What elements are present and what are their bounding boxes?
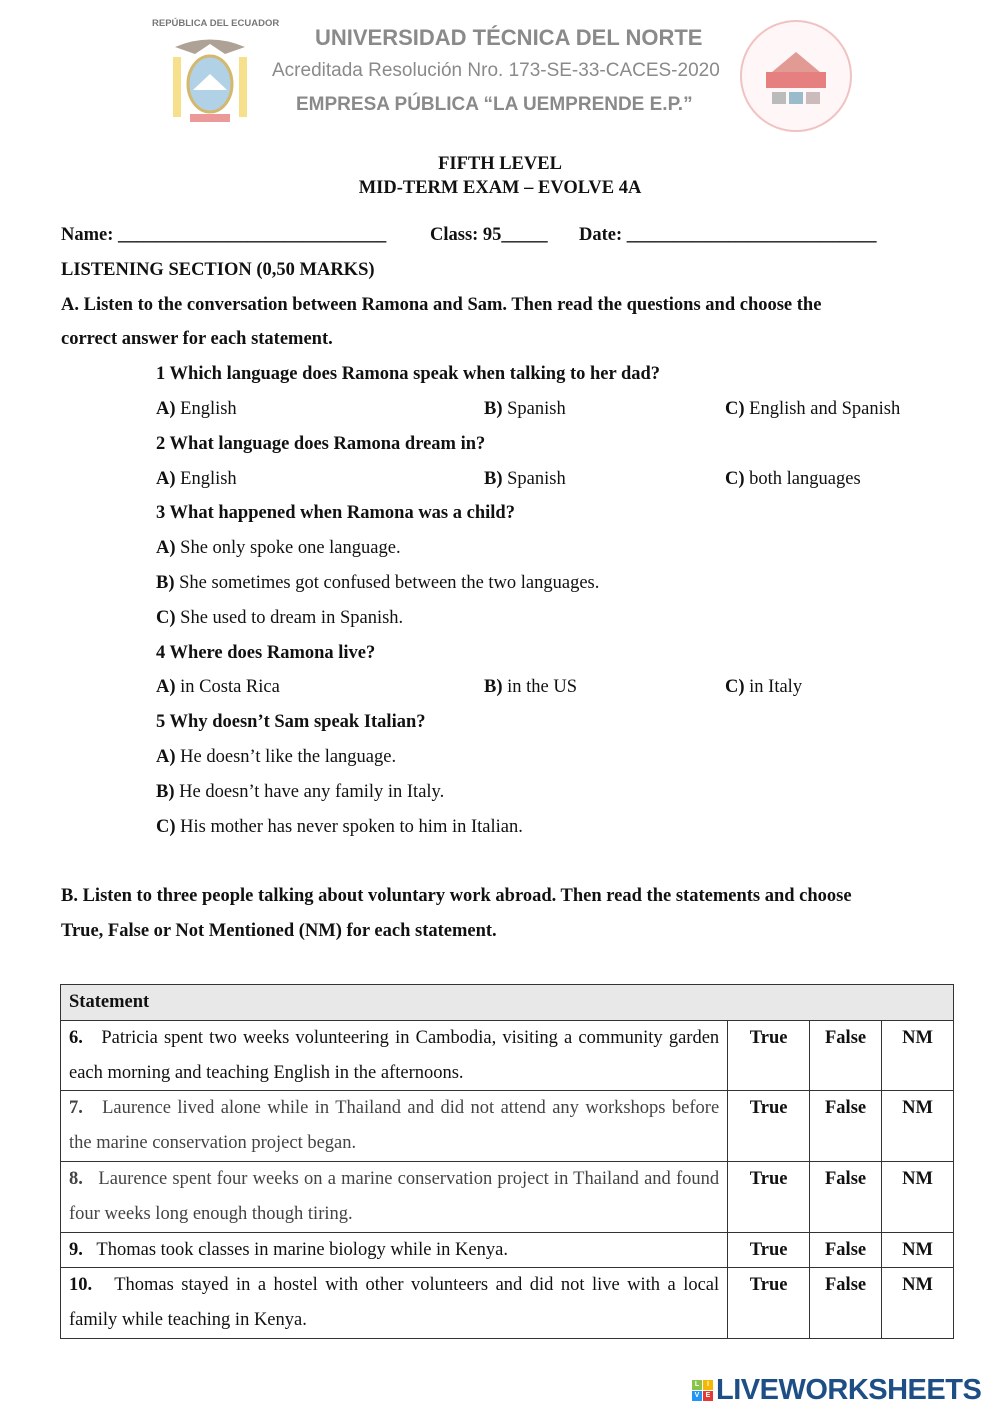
- answer-option[interactable]: [484, 392, 566, 427]
- statement-text: Thomas stayed in a hostel with other volunteers and did not live with a local family while teaching in Kenya.: [69, 1275, 720, 1331]
- republic-label: REPÚBLICA DEL ECUADOR: [152, 18, 280, 29]
- date-field[interactable]: Date: ___________________________: [579, 225, 877, 245]
- class-field[interactable]: Class: 95_____: [430, 225, 548, 245]
- statement-text: Laurence spent four weeks on a marine conservation project in Thailand and found four weeks long enough though tiring.: [69, 1168, 720, 1224]
- option-letter: B): [484, 468, 503, 489]
- statement-number: 7.: [69, 1098, 83, 1119]
- option-letter: B): [156, 572, 175, 593]
- question-text: 4 Where does Ramona live?: [156, 642, 376, 663]
- statement-number: 10.: [69, 1275, 93, 1296]
- question-text: 3 What happened when Ramona was a child?: [156, 503, 515, 524]
- part-a-instruction: [61, 288, 941, 358]
- part-a-instruction-line: correct answer for each statement.: [61, 329, 333, 350]
- option-text: He doesn’t like the language.: [180, 746, 397, 767]
- option-letter: A): [156, 746, 176, 767]
- answer-option[interactable]: [156, 392, 237, 427]
- option-letter: A): [156, 677, 176, 698]
- answer-option[interactable]: [61, 566, 941, 601]
- choice-true[interactable]: True: [728, 1020, 810, 1091]
- choice-false[interactable]: False: [810, 1268, 882, 1339]
- option-text: Spanish: [507, 468, 566, 489]
- choice-true[interactable]: True: [728, 1268, 810, 1339]
- ecuador-coat-of-arms-icon: [165, 32, 255, 127]
- option-text: in Costa Rica: [180, 677, 280, 698]
- question-text: 1 Which language does Ramona speak when talking to her dad?: [156, 364, 661, 385]
- option-text: She only spoke one language.: [180, 538, 401, 559]
- choice-nm[interactable]: NM: [882, 1161, 954, 1232]
- table-row: [61, 1020, 954, 1091]
- choice-nm[interactable]: NM: [882, 1268, 954, 1339]
- choice-nm[interactable]: NM: [882, 1232, 954, 1268]
- question-text: 2 What language does Ramona dream in?: [156, 433, 486, 454]
- option-letter: A): [156, 398, 176, 419]
- choice-true[interactable]: True: [728, 1161, 810, 1232]
- option-text: She sometimes got confused between the two languages.: [179, 572, 600, 593]
- statement-text: Patricia spent two weeks volunteering in Cambodia, visiting a community garden each morning and teaching English in the afternoons.: [69, 1027, 720, 1083]
- live-icon: L I V E: [692, 1380, 713, 1401]
- part-b-instruction: [61, 879, 941, 949]
- statement-cell: [61, 1020, 728, 1091]
- answer-option[interactable]: [725, 462, 861, 497]
- option-letter: B): [484, 677, 503, 698]
- option-text: English and Spanish: [749, 398, 901, 419]
- option-text: English: [180, 468, 237, 489]
- answer-option[interactable]: [484, 462, 566, 497]
- choice-false[interactable]: False: [810, 1091, 882, 1162]
- part-a-instruction-line: A. Listen to the conversation between Ramona and Sam. Then read the questions and choose the: [61, 294, 822, 315]
- answer-option[interactable]: [61, 531, 941, 566]
- option-text: Spanish: [507, 398, 566, 419]
- exam-body: [61, 218, 941, 949]
- university-name: UNIVERSIDAD TÉCNICA DEL NORTE: [315, 25, 703, 50]
- option-row: [61, 670, 941, 705]
- option-text: He doesn’t have any family in Italy.: [179, 781, 445, 802]
- question-list: [61, 357, 941, 844]
- option-letter: C): [156, 607, 176, 628]
- statement-cell: [61, 1161, 728, 1232]
- table-row: [61, 1161, 954, 1232]
- statement-number: 9.: [69, 1239, 83, 1260]
- option-letter: C): [156, 816, 176, 837]
- choice-false[interactable]: False: [810, 1232, 882, 1268]
- choice-nm[interactable]: NM: [882, 1091, 954, 1162]
- option-text: in the US: [507, 677, 578, 698]
- answer-option[interactable]: [61, 810, 941, 845]
- answer-option[interactable]: [725, 670, 802, 705]
- option-letter: C): [725, 398, 745, 419]
- exam-title: MID-TERM EXAM – EVOLVE 4A: [358, 178, 642, 198]
- statement-number: 8.: [69, 1168, 83, 1189]
- option-text: English: [180, 398, 237, 419]
- answer-option[interactable]: [484, 670, 577, 705]
- accreditation: Acreditada Resolución Nro. 173-SE-33-CACES-2020: [272, 60, 720, 81]
- table-row: [61, 1268, 954, 1339]
- statement-cell: [61, 1091, 728, 1162]
- utn-seal-logo: [740, 20, 852, 132]
- choice-false[interactable]: False: [810, 1020, 882, 1091]
- option-letter: A): [156, 468, 176, 489]
- liveworksheets-logo: [692, 1374, 981, 1407]
- answer-option[interactable]: [156, 670, 280, 705]
- option-text: both languages: [749, 468, 861, 489]
- company-name: EMPRESA PÚBLICA “LA UEMPRENDE E.P.”: [296, 94, 693, 115]
- option-row: [61, 462, 941, 497]
- true-false-table: [60, 984, 954, 1339]
- option-letter: B): [484, 398, 503, 419]
- table-header-statement: Statement: [61, 985, 954, 1021]
- table-row: [61, 1232, 954, 1268]
- option-text: She used to dream in Spanish.: [180, 607, 404, 628]
- level-title: FIFTH LEVEL: [438, 154, 562, 174]
- liveworksheets-text: LIVEWORKSHEETS: [716, 1374, 982, 1406]
- option-letter: B): [156, 781, 175, 802]
- choice-true[interactable]: True: [728, 1091, 810, 1162]
- part-b-instruction-line: B. Listen to three people talking about voluntary work abroad. Then read the statements and choose: [61, 886, 852, 907]
- answer-option[interactable]: [725, 392, 900, 427]
- answer-option[interactable]: [61, 775, 941, 810]
- option-text: His mother has never spoken to him in Italian.: [180, 816, 523, 837]
- student-info-line: [61, 218, 941, 253]
- statement-text: Thomas took classes in marine biology while in Kenya.: [96, 1239, 508, 1260]
- choice-nm[interactable]: NM: [882, 1020, 954, 1091]
- choice-false[interactable]: False: [810, 1161, 882, 1232]
- option-row: [61, 392, 941, 427]
- answer-option[interactable]: [61, 740, 941, 775]
- option-letter: C): [725, 468, 745, 489]
- statement-text: Laurence lived alone while in Thailand and did not attend any workshops before the marine conservation project began.: [69, 1098, 720, 1154]
- statement-cell: [61, 1268, 728, 1339]
- name-field[interactable]: Name: _____________________________: [61, 225, 387, 245]
- statement-cell: [61, 1232, 728, 1268]
- section-title: LISTENING SECTION (0,50 MARKS): [61, 259, 375, 280]
- part-b-instruction-line: True, False or Not Mentioned (NM) for each statement.: [61, 920, 497, 941]
- option-text: in Italy: [749, 677, 803, 698]
- table-row: [61, 1091, 954, 1162]
- question-text: 5 Why doesn’t Sam speak Italian?: [156, 712, 426, 733]
- statement-number: 6.: [69, 1027, 83, 1048]
- option-letter: A): [156, 538, 176, 559]
- choice-true[interactable]: True: [728, 1232, 810, 1268]
- answer-option[interactable]: [156, 462, 237, 497]
- answer-option[interactable]: [61, 601, 941, 636]
- option-letter: C): [725, 677, 745, 698]
